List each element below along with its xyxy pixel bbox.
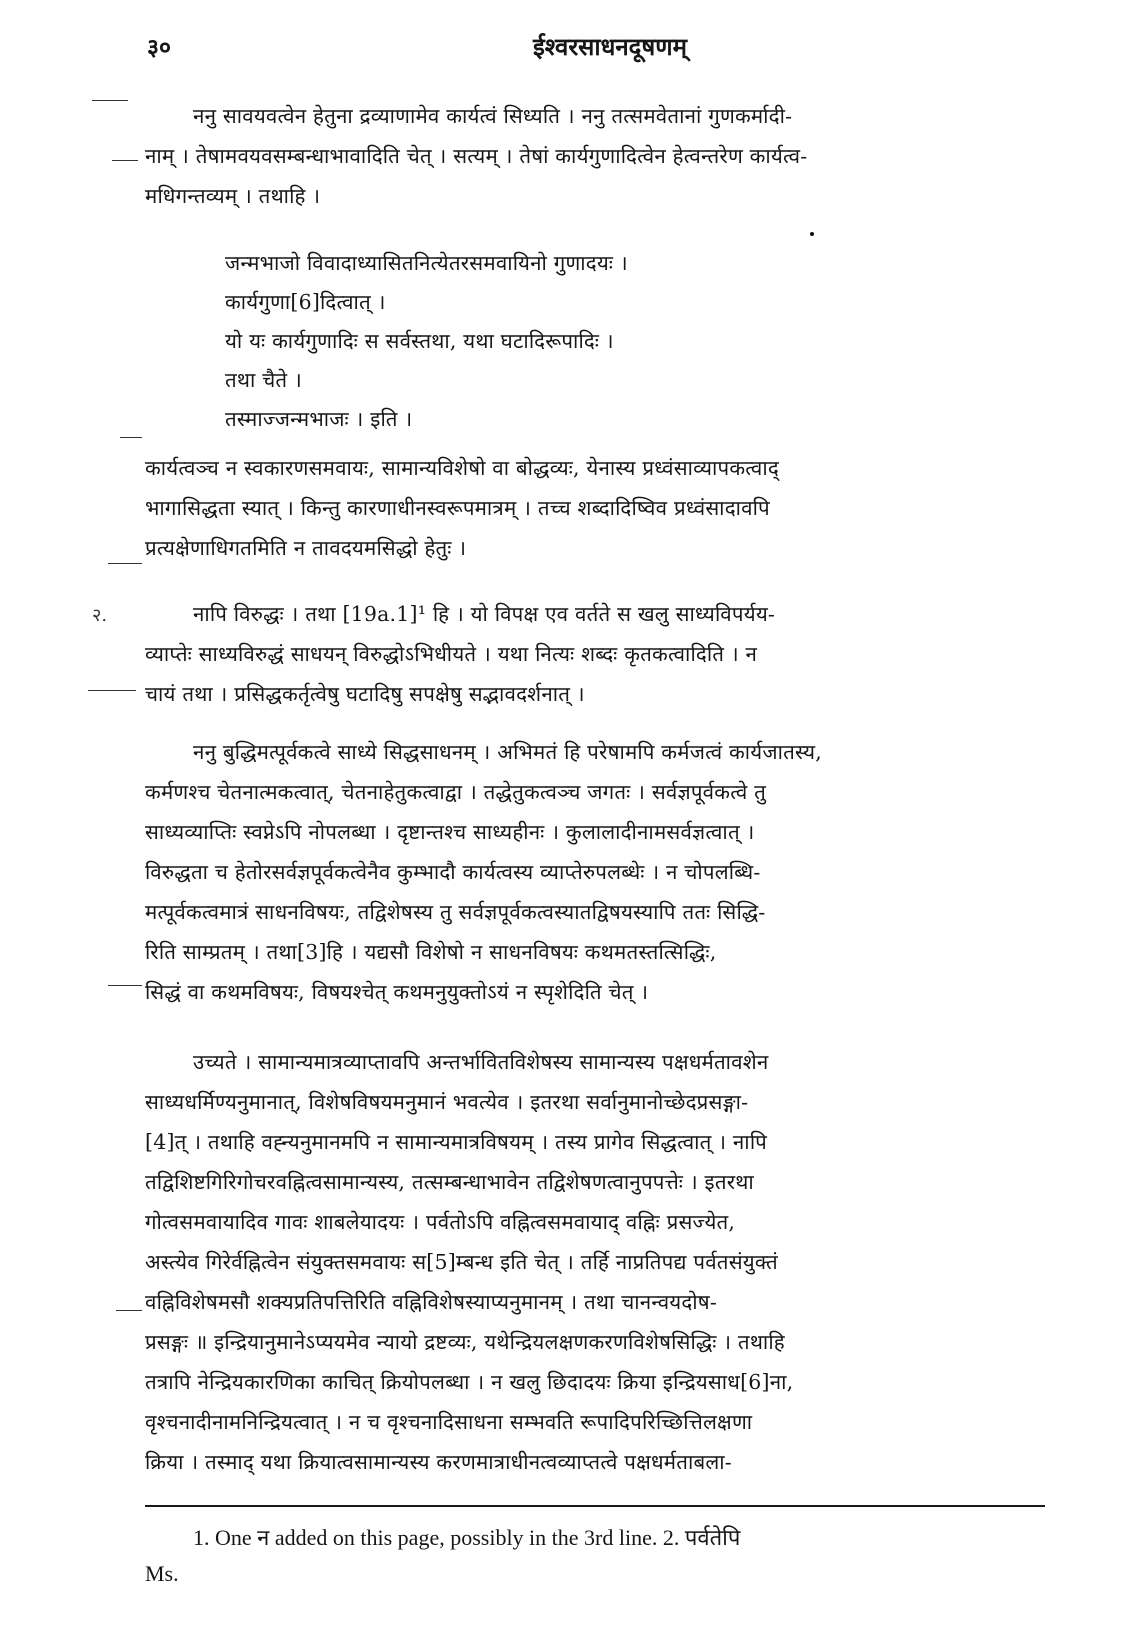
text-line: वृश्चनादीनामनिन्द्रियत्वात् । न च वृश्चनादिसाधना सम्भवति रूपादिपरिच्छित्तिलक्षणा (145, 1410, 753, 1434)
text-line: कार्यत्वञ्च न स्वकारणसमवायः, सामान्यविशेषो वा बोद्धव्यः, येनास्य प्रध्वंसाव्यापकत्वाद् (145, 456, 779, 480)
verse-line: यो यः कार्यगुणादिः स सर्वस्तथा, यथा घटादिरूपादिः । (225, 329, 614, 353)
text-line: नाम् । तेषामवयवसम्बन्धाभावादिति चेत् । सत्यम् । तेषां कार्यगुणादित्वेन हेत्वन्तरेण कार्यत्व- (145, 144, 808, 168)
text-line: तत्रापि नेन्द्रियकारणिका काचित् क्रियोपलब्धा । न खलु छिदादयः क्रिया इन्द्रियसाध[6]ना, (145, 1370, 794, 1394)
margin-mark (88, 690, 136, 691)
page-number: ३० (147, 34, 171, 61)
text-line: साध्यधर्मिण्यनुमानात्, विशेषविषयमनुमानं भवत्येव । इतरथा सर्वानुमानोच्छेदप्रसङ्गा- (145, 1090, 749, 1114)
paragraph-3 (145, 594, 1045, 714)
text-line: गोत्वसमवायादिव गावः शाबलेयादयः । पर्वतोऽपि वह्नित्वसमवायाद् वह्निः प्रसज्येत, (145, 1210, 736, 1234)
margin-mark (112, 160, 138, 161)
text-line: साध्यव्याप्तिः स्वप्नेऽपि नोपलब्धा । दृष्टान्तश्च साध्यहीनः । कुलालादीनामसर्वज्ञत्वात् । (145, 820, 755, 844)
text-line: प्रत्यक्षेणाधिगतमिति न तावदयमसिद्धो हेतुः । (145, 536, 467, 560)
paragraph-4 (145, 732, 1045, 1012)
verse-block (225, 244, 825, 439)
footnote (145, 1520, 1045, 1592)
text-line: मधिगन्तव्यम् । तथाहि । (145, 184, 321, 208)
ink-dot (810, 232, 814, 236)
verse-line: जन्मभाजो विवादाध्यासितनित्येतरसमवायिनो गुणादयः । (225, 251, 628, 275)
text-line: तद्विशिष्टगिरिगोचरवह्नित्वसामान्यस्य, तत्सम्बन्धाभावेन तद्विशेषणत्वानुपपत्तेः । इतरथा (145, 1170, 754, 1194)
text-line: व्याप्तेः साध्यविरुद्धं साधयन् विरुद्धोऽभिधीयते । यथा नित्यः शब्दः कृतकत्वादिति । न (145, 642, 758, 666)
text-line: [4]त् । तथाहि वह्न्यनुमानमपि न सामान्यमात्रविषयम् । तस्य प्रागेव सिद्धत्वात् । नापि (145, 1130, 767, 1154)
margin-mark (116, 1310, 142, 1311)
text-line: कर्मणश्च चेतनात्मकत्वात्, चेतनाहेतुकत्वाद्वा । तद्धेतुकत्वञ्च जगतः । सर्वज्ञपूर्वकत्वे तु (145, 780, 767, 804)
margin-mark (92, 100, 128, 101)
footnote-line: 1. One न added on this page, possibly in the 3rd line. 2. पर्वतेपि (193, 1525, 741, 1550)
margin-note: २. (92, 605, 108, 626)
text-line: ननु सावयवत्वेन हेतुना द्रव्याणामेव कार्यत्वं सिध्यति । ननु तत्समवेतानां गुणकर्मादी- (193, 104, 793, 128)
page-title: ईश्वरसाधनदूषणम् (533, 32, 687, 61)
margin-mark (108, 563, 142, 564)
text-line: नापि विरुद्धः । तथा [19a.1]¹ हि । यो विपक्ष एव वर्तते स खलु साध्यविपर्यय- (193, 602, 776, 626)
margin-mark (120, 437, 142, 438)
text-line: चायं तथा । प्रसिद्धकर्तृत्वेषु घटादिषु सपक्षेषु सद्भावदर्शनात् । (145, 682, 585, 706)
verse-line: तथा चैते । (225, 368, 302, 392)
text-line: सिद्धं वा कथमविषयः, विषयश्चेत् कथमनुयुक्तोऽयं न स्पृशेदिति चेत् । (145, 980, 649, 1004)
paragraph-2 (145, 448, 1045, 568)
footnote-line: Ms. (145, 1561, 179, 1586)
verse-line: कार्यगुणा[6]दित्वात् । (225, 290, 386, 314)
paragraph-1 (145, 96, 1045, 216)
text-line: भागासिद्धता स्यात् । किन्तु कारणाधीनस्वरूपमात्रम् । तच्च शब्दादिष्विव प्रध्वंसादावपि (145, 496, 770, 520)
text-line: क्रिया । तस्माद् यथा क्रियात्वसामान्यस्य करणमात्राधीनत्वव्याप्तत्वे पक्षधर्मताबला- (145, 1450, 732, 1474)
text-line: वह्निविशेषमसौ शक्यप्रतिपत्तिरिति वह्निविशेषस्याप्यनुमानम् । तथा चानन्वयदोष- (145, 1290, 717, 1314)
verse-line: तस्माज्जन्मभाजः । इति । (225, 407, 413, 431)
text-line: रिति साम्प्रतम् । तथा[3]हि । यद्यसौ विशेषो न साधनविषयः कथमतस्तत्सिद्धिः, (145, 940, 717, 964)
text-line: प्रसङ्गः ॥ इन्द्रियानुमानेऽप्ययमेव न्यायो द्रष्टव्यः, यथेन्द्रियलक्षणकरणविशेषसिद्धिः । तथाहि (145, 1330, 785, 1354)
margin-mark (108, 985, 142, 986)
text-line: विरुद्धता च हेतोरसर्वज्ञपूर्वकत्वेनैव कुम्भादौ कार्यत्वस्य व्याप्तेरुपलब्धेः । न चोपलब्धि- (145, 860, 761, 884)
footnote-divider (145, 1505, 1045, 1507)
text-line: अस्त्येव गिरेर्वह्नित्वेन संयुक्तसमवायः स[5]म्बन्ध इति चेत् । तर्हि नाप्रतिपद्य पर्वतसंयुक्तं (145, 1250, 778, 1274)
text-line: उच्यते । सामान्यमात्रव्याप्तावपि अन्तर्भावितविशेषस्य सामान्यस्य पक्षधर्मतावशेन (193, 1050, 769, 1074)
text-line: मत्पूर्वकत्वमात्रं साधनविषयः, तद्विशेषस्य तु सर्वज्ञपूर्वकत्वस्यातद्विषयस्यापि ततः सिद्धि- (145, 900, 766, 924)
text-line: ननु बुद्धिमत्पूर्वकत्वे साध्ये सिद्धसाधनम् । अभिमतं हि परेषामपि कर्मजत्वं कार्यजातस्य, (193, 740, 822, 764)
paragraph-5 (145, 1042, 1045, 1482)
